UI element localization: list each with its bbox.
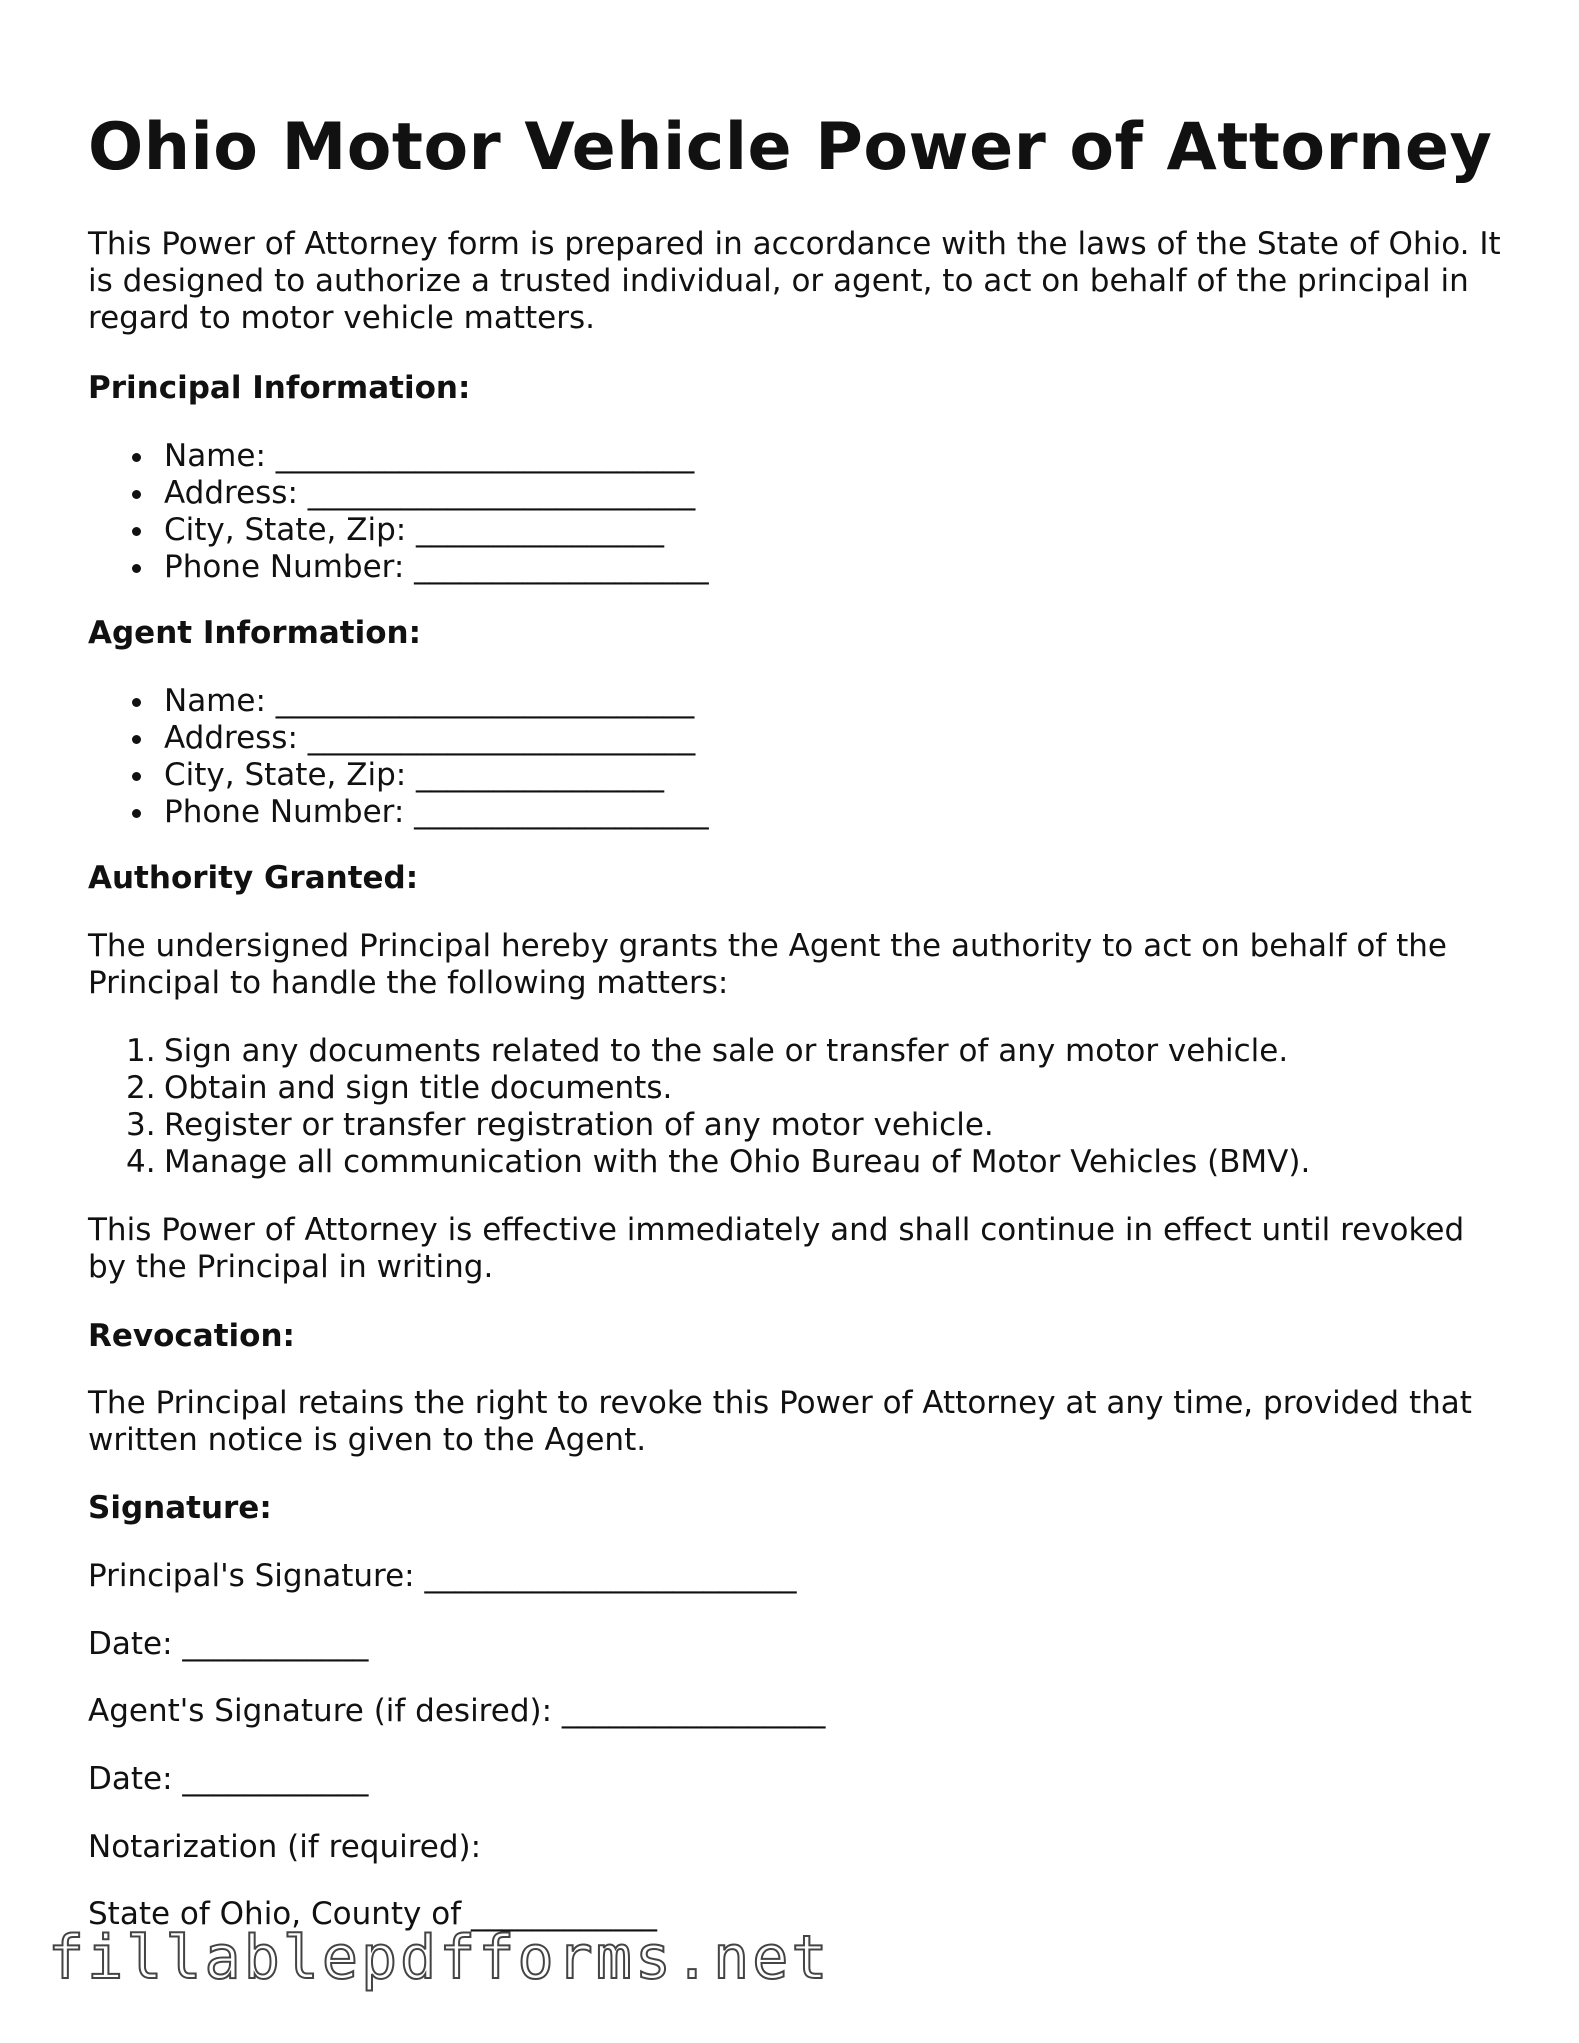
list-item-number: 4. [126,1144,156,1180]
agent-name-field[interactable]: Name: ___________________________ [88,683,1508,720]
notarization-label: Notarization (if required): [88,1829,482,1865]
authority-heading: Authority Granted: [88,860,419,896]
principal-address-field[interactable]: Address: _________________________ [88,475,1508,512]
county-field[interactable]: State of Ohio, County of ____________ [88,1896,657,1932]
list-item-number: 1. [126,1033,156,1069]
principal-info-list [88,438,1508,586]
agent-signature-field[interactable]: Agent's Signature (if desired): _________________ [88,1693,826,1729]
list-item [88,1107,1508,1144]
list-item-text: Sign any documents related to the sale or transfer of any motor vehicle. [164,1033,1289,1069]
list-item-text: Manage all communication with the Ohio Bureau of Motor Vehicles (BMV). [164,1144,1311,1180]
effective-paragraph: This Power of Attorney is effective immediately and shall continue in effect until revoked by the Principal in writing. [88,1212,1465,1285]
principal-info-heading: Principal Information: [88,370,471,406]
agent-city-state-zip-field[interactable]: City, State, Zip: ________________ [88,757,1508,794]
page-title: Ohio Motor Vehicle Power of Attorney [88,110,1493,185]
revocation-heading: Revocation: [88,1318,295,1354]
revocation-paragraph: The Principal retains the right to revoke this Power of Attorney at any time, provided that written notice is given to the Agent. [88,1385,1472,1458]
authority-list [88,1033,1508,1181]
authority-intro: The undersigned Principal hereby grants the Agent the authority to act on behalf of the Principal to handle the following matters: [88,928,1447,1001]
agent-phone-field[interactable]: Phone Number: ___________________ [88,794,1508,831]
signature-heading: Signature: [88,1490,272,1526]
principal-city-state-zip-field[interactable]: City, State, Zip: ________________ [88,512,1508,549]
list-item-number: 2. [126,1070,156,1106]
list-item-text: Register or transfer registration of any motor vehicle. [164,1107,994,1143]
intro-paragraph: This Power of Attorney form is prepared in accordance with the laws of the State of Ohio. It is designed to authorize a trusted individual, or agent, to act on behalf of the principal in regard to motor vehicle matters. [88,226,1501,336]
agent-info-heading: Agent Information: [88,615,421,651]
list-item-text: Obtain and sign title documents. [164,1070,673,1106]
agent-info-list [88,683,1508,831]
principal-date-field[interactable]: Date: ____________ [88,1626,369,1662]
list-item [88,1144,1508,1181]
list-item [88,1070,1508,1107]
agent-date-field[interactable]: Date: ____________ [88,1761,369,1797]
agent-address-field[interactable]: Address: _________________________ [88,720,1508,757]
principal-phone-field[interactable]: Phone Number: ___________________ [88,549,1508,586]
principal-name-field[interactable]: Name: ___________________________ [88,438,1508,475]
watermark: fillablepdfforms.net [48,1923,831,1993]
list-item [88,1033,1508,1070]
principal-signature-field[interactable]: Principal's Signature: ________________________ [88,1558,797,1594]
list-item-number: 3. [126,1107,156,1143]
